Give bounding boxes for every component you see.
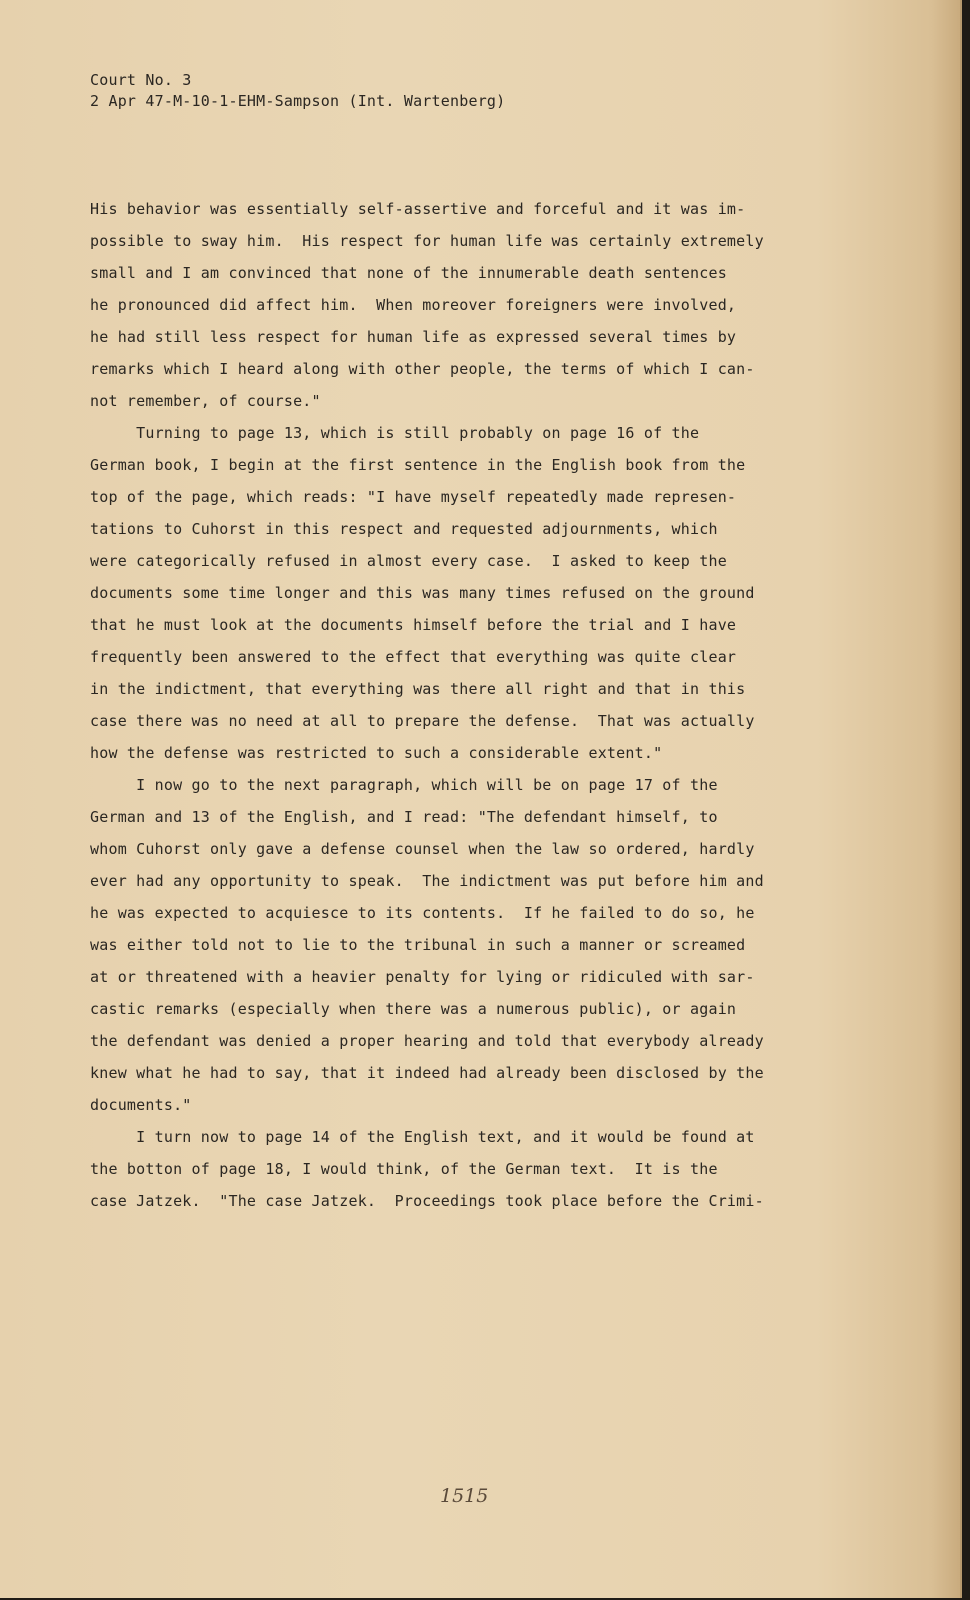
text-line: small and I am convinced that none of the innumerable death sentences [90, 264, 727, 282]
text-line: he pronounced did affect him. When moreover foreigners were involved, [90, 296, 737, 314]
text-line: possible to sway him. His respect for human life was certainly extremely [90, 232, 764, 250]
text-line: I turn now to page 14 of the English text, and it would be found at [90, 1128, 755, 1146]
text-line: remarks which I heard along with other people, the terms of which I can- [90, 360, 755, 378]
text-line: were categorically refused in almost every case. I asked to keep the [90, 552, 727, 570]
document-header [90, 70, 505, 112]
text-line: in the indictment, that everything was there all right and that in this [90, 680, 746, 698]
text-line: frequently been answered to the effect that everything was quite clear [90, 648, 737, 666]
text-line: German book, I begin at the first sentence in the English book from the [90, 456, 746, 474]
text-line: not remember, of course." [90, 392, 321, 410]
text-line: tations to Cuhorst in this respect and requested adjournments, which [90, 520, 718, 538]
text-line: that he must look at the documents himself before the trial and I have [90, 616, 737, 634]
text-line: whom Cuhorst only gave a defense counsel when the law so ordered, hardly [90, 840, 755, 858]
text-line: was either told not to lie to the tribunal in such a manner or screamed [90, 936, 746, 954]
text-line: castic remarks (especially when there was a numerous public), or again [90, 1000, 737, 1018]
text-line: at or threatened with a heavier penalty for lying or ridiculed with sar- [90, 968, 755, 986]
text-line: ever had any opportunity to speak. The indictment was put before him and [90, 872, 764, 890]
text-line: knew what he had to say, that it indeed had already been disclosed by the [90, 1064, 764, 1082]
text-line: he was expected to acquiesce to its contents. If he failed to do so, he [90, 904, 755, 922]
text-line: he had still less respect for human life as expressed several times by [90, 328, 737, 346]
text-line: German and 13 of the English, and I read: "The defendant himself, to [90, 808, 718, 826]
text-line: I now go to the next paragraph, which will be on page 17 of the [90, 776, 718, 794]
text-line: documents." [90, 1096, 192, 1114]
header-court: Court No. 3 [90, 71, 192, 89]
transcript-body [90, 193, 764, 1217]
text-line: case there was no need at all to prepare the defense. That was actually [90, 712, 755, 730]
text-line: Turning to page 13, which is still probably on page 16 of the [90, 424, 700, 442]
text-line: the botton of page 18, I would think, of the German text. It is the [90, 1160, 718, 1178]
text-line: top of the page, which reads: "I have myself repeatedly made represen- [90, 488, 737, 506]
text-line: case Jatzek. "The case Jatzek. Proceedings took place before the Crimi- [90, 1192, 764, 1210]
text-line: the defendant was denied a proper hearing and told that everybody already [90, 1032, 764, 1050]
text-line: documents some time longer and this was many times refused on the ground [90, 584, 755, 602]
header-session-line: 2 Apr 47-M-10-1-EHM-Sampson (Int. Wartenberg) [90, 92, 506, 110]
page-number: 1515 [440, 1485, 489, 1507]
text-line: how the defense was restricted to such a considerable extent." [90, 744, 663, 762]
text-line: His behavior was essentially self-assertive and forceful and it was im- [90, 200, 746, 218]
